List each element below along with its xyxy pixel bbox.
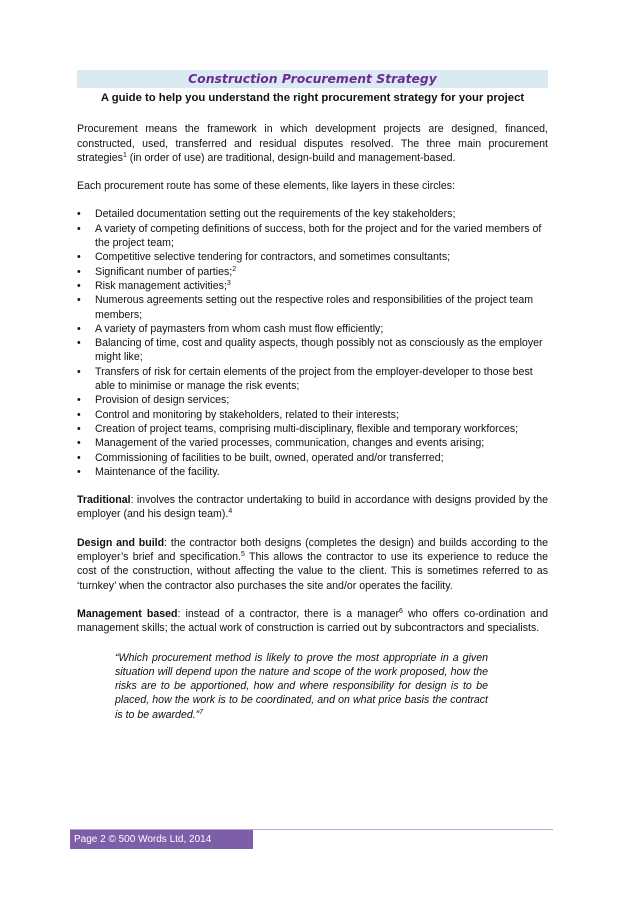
traditional-label: Traditional [77,494,131,507]
bullet-icon: • [77,422,81,435]
document-page [77,70,548,722]
list-item-text: Risk management activities; [95,279,227,292]
list-item-text: Maintenance of the facility. [95,465,220,478]
bullet-icon: • [77,408,81,421]
block-quote [115,651,488,722]
traditional-text: : involves the contractor undertaking to build in accordance with designs provided by the employer (and his design team). [77,494,548,521]
footnote-ref-7[interactable]: 7 [199,708,204,716]
layers-intro: Each procurement route has some of these elements, like layers in these circles: [77,180,456,193]
list-item-text: Transfers of risk for certain elements of the project from the employer-developer to those best able to minimise or manage the risk events; [95,365,533,393]
bullet-icon: • [77,337,81,350]
intro-text: Procurement means the framework in which development projects are designed, financed, constructed, used, transferred and residual disputes resolved. The three main procurement strategies [77,123,548,164]
list-item-text: Numerous agreements setting out the respective roles and responsibilities of the project team members; [95,294,534,321]
list-item [77,408,548,422]
quote-text: “Which procurement method is likely to prove the most appropriate in a given situation will depend upon the nature and scope of the work proposed, how the risks are to be apportioned, how and where responsibility for design is to be placed, how the work is to be coordinated, and on what price basis the contract is to be awarded.” [115,651,488,721]
list-item-text: Control and monitoring by stakeholders, related to their interests; [95,408,399,421]
list-item-text: Provision of design services; [95,394,230,407]
list-item [77,436,548,450]
bullet-icon: • [77,322,81,335]
management-paragraph [77,607,548,636]
document-title: Construction Procurement Strategy [77,70,548,88]
bullet-icon: • [77,251,81,264]
design-build-text-end: This allows the contractor to use its experience to reduce the cost of the construction, without affecting the value to the client. This is sometimes referred to as ‘turnkey’ when the contractor also purchases the site and/or operates the facility. [77,551,548,592]
bullet-icon: • [77,279,81,292]
bullet-icon: • [77,437,81,450]
list-item-text: Detailed documentation setting out the requirements of the key stakeholders; [95,208,456,221]
list-item [77,465,548,479]
list-item [77,451,548,465]
page-footer: Page 2 © 500 Words Ltd, 2014 [70,830,253,849]
footnote-ref-3[interactable]: 3 [226,279,231,287]
list-item-text: Competitive selective tendering for contractors, and sometimes consultants; [95,251,451,264]
design-build-label: Design and build [77,536,165,549]
footnote-ref-5[interactable]: 5 [240,551,245,559]
list-item-text: Balancing of time, cost and quality aspects, though possibly not as consciously as the employer might like; [95,337,543,364]
list-item-text: A variety of paymasters from whom cash must flow efficiently; [95,322,384,335]
bullet-icon: • [77,465,81,478]
list-item [77,293,548,322]
list-item-text: Management of the varied processes, communication, changes and events arising; [95,437,485,450]
management-label: Management based [77,607,178,620]
elements-list [77,207,548,479]
list-item-text: A variety of competing definitions of success, both for the project and for the varied members of the project team; [95,222,542,250]
footnote-ref-2[interactable]: 2 [232,265,237,273]
list-item [77,250,548,264]
list-item [77,222,548,251]
management-text: : instead of a contractor, there is a manager [177,607,400,620]
management-text-end: who offers co-ordination and management skills; the actual work of construction is carried out by subcontractors and specialists. [77,607,548,635]
list-item-text: Creation of project teams, comprising multi-disciplinary, flexible and temporary workforces; [95,422,519,435]
list-item [77,322,548,336]
list-item-text: Commissioning of facilities to be built, owned, operated and/or transferred; [95,451,444,464]
bullet-icon: • [77,208,81,221]
list-item [77,336,548,365]
footnote-ref-6[interactable]: 6 [399,607,403,615]
intro-paragraph [77,122,548,165]
design-build-paragraph [77,536,548,593]
bullet-icon: • [77,294,81,307]
list-item-text: Significant number of parties; [95,265,233,278]
footnote-ref-1[interactable]: 1 [122,151,127,159]
bullet-icon: • [77,222,81,235]
traditional-paragraph [77,493,548,522]
list-item [77,279,548,293]
bullet-icon: • [77,265,81,278]
list-item [77,265,548,279]
design-build-text: : the contractor both designs (completes the design) and builds according to the employer’s brief and specification. [77,536,549,564]
bullet-icon: • [77,365,81,378]
list-item [77,365,548,394]
list-item [77,422,548,436]
list-item [77,393,548,407]
document-subtitle: A guide to help you understand the right procurement strategy for your project [100,92,525,104]
bullet-icon: • [77,451,81,464]
intro-text-end: (in order of use) are traditional, design-build and management-based. [126,151,456,164]
footnote-ref-4[interactable]: 4 [228,508,233,516]
list-item [77,207,548,221]
bullet-icon: • [77,394,81,407]
